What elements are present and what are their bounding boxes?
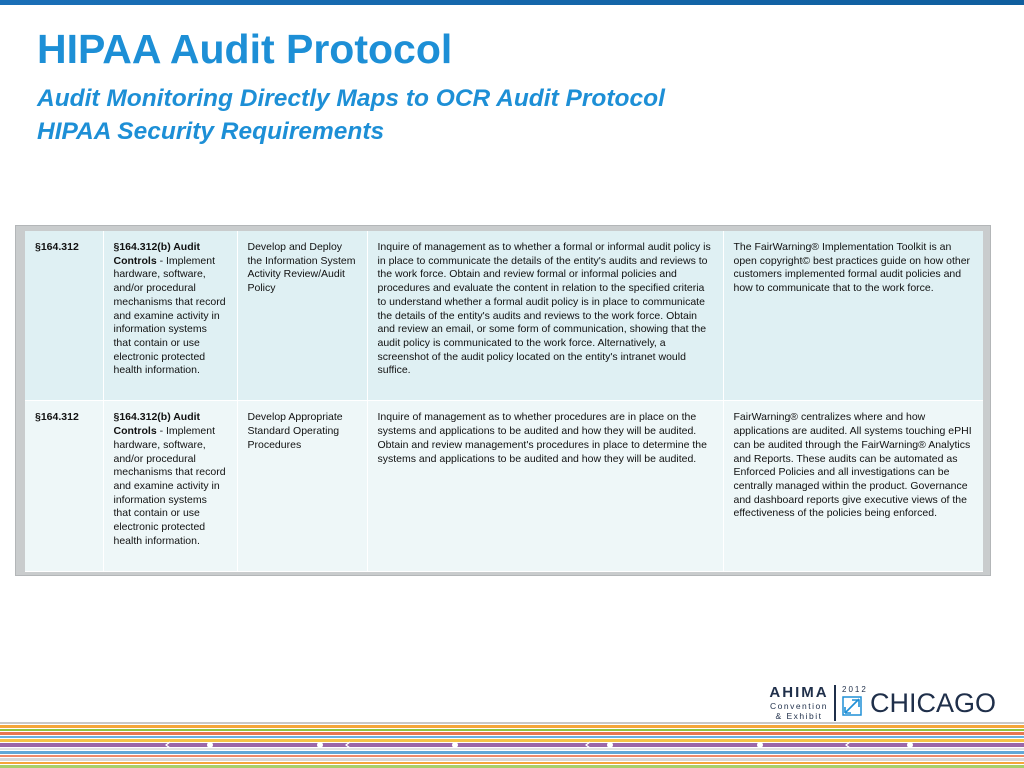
requirement-cell	[103, 231, 237, 401]
ahima-wordmark: AHIMA	[769, 684, 829, 701]
convention-text: Convention	[769, 701, 828, 711]
chicago-wordmark: CHICAGO	[870, 688, 997, 718]
section-cell: §164.312	[25, 401, 103, 572]
solution-cell: FairWarning® centralizes where and how applications are audited. All systems touching ePHI can be audited through the FairWarning® Analytics and Reports. These audits can be automated as Enforced Policies and all investigations can be centrally managed within the product. Governance and dashboard reports give executive views of the effectiveness of the policies being enforced.	[723, 401, 983, 572]
audit-table	[25, 231, 983, 572]
audit-table-frame	[15, 225, 991, 576]
requirement-text: - Implement hardware, software, and/or procedural mechanisms that record and examine activity in information systems that contain or use electronic protected health information.	[113, 254, 226, 377]
requirement-cell	[103, 401, 237, 572]
requirement-text: - Implement hardware, software, and/or procedural mechanisms that record and examine activity in information systems that contain or use electronic protected health information.	[113, 425, 226, 547]
logo-year: 2012	[842, 685, 868, 694]
subtitle-line-2: HIPAA Security Requirements	[37, 118, 385, 145]
decorative-footer-stripes	[0, 722, 1024, 768]
ahima-chicago-logo	[768, 685, 1008, 723]
requirement-title: §164.312(b) Audit Controls	[113, 241, 201, 267]
slide-title: HIPAA Audit Protocol	[37, 26, 453, 72]
top-accent-bar	[0, 0, 1024, 5]
slide-subtitle	[37, 82, 665, 148]
action-cell: Develop Appropriate Standard Operating Procedures	[237, 401, 367, 572]
table-row	[25, 231, 983, 401]
section-cell: §164.312	[25, 231, 103, 401]
procedure-cell: Inquire of management as to whether a formal or informal audit policy is in place to communicate the details of the entity's audits and reviews to the work force. Obtain and review formal or informal policies and procedures and evaluate the content in relation to the specified criteria to understand whether a formal audit policy is in place to communicate the details of the entity's audits and reviews to the work force. Obtain and review an email, or some form of communication, showing that the audit policy is communicated to the work force. Alternatively, a screenshot of the audit policy located on the entity's intranet would suffice.	[367, 231, 723, 401]
table-row	[25, 401, 983, 572]
procedure-cell: Inquire of management as to whether procedures are in place on the systems and applications to be audited and how they will be audited. Obtain and review management's procedures in place to determine the systems and applications to be audited and how they will be audited.	[367, 401, 723, 572]
chicago-flag-icon	[842, 696, 862, 716]
exhibit-text: & Exhibit	[775, 711, 823, 721]
solution-cell: The FairWarning® Implementation Toolkit is an open copyright© best practices guide on how other customers implemented formal audit policies and how to communicate that to the work force.	[723, 231, 983, 401]
logo-divider	[834, 685, 836, 721]
ahima-logo	[768, 685, 830, 721]
requirement-title: §164.312(b) Audit Controls	[113, 411, 201, 438]
subtitle-line-1: Audit Monitoring Directly Maps to OCR Audit Protocol	[37, 85, 665, 112]
action-cell: Develop and Deploy the Information System Activity Review/Audit Policy	[237, 231, 367, 401]
